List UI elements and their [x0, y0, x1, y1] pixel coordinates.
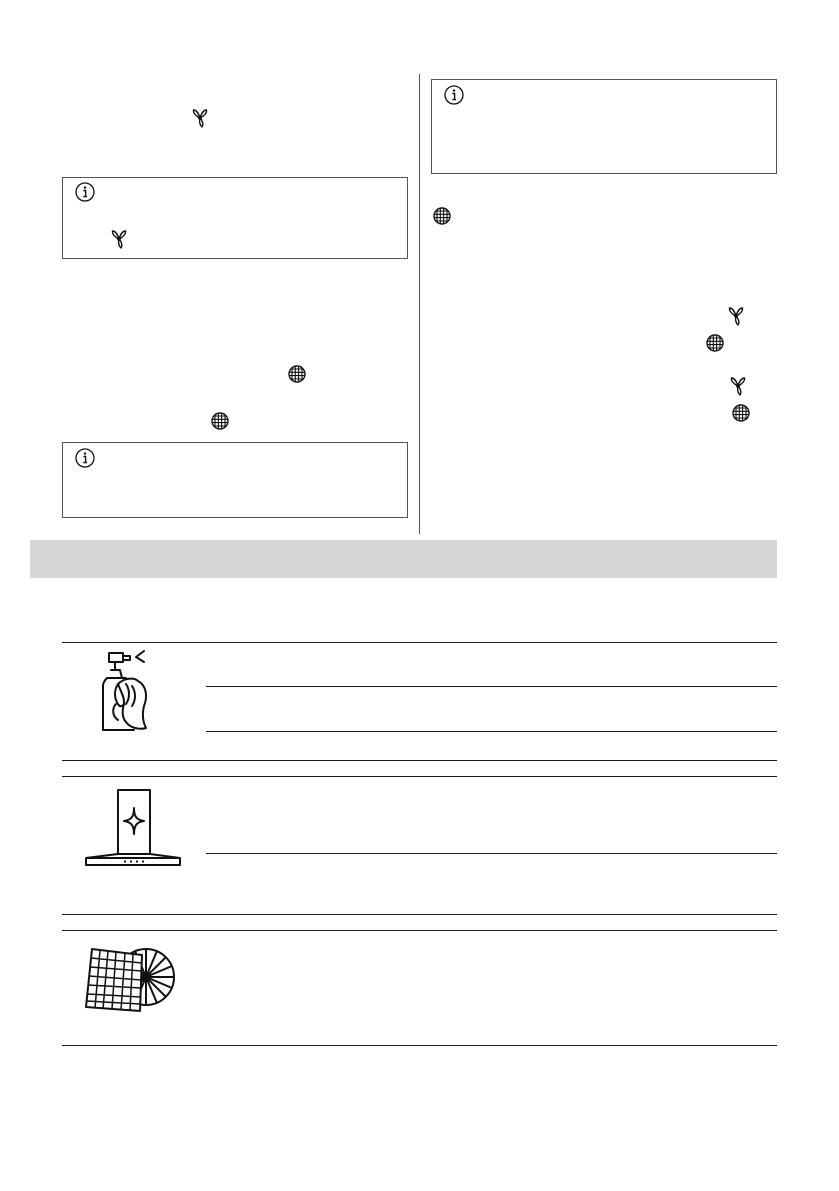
fan-icon	[726, 305, 746, 327]
fan-icon	[109, 228, 129, 250]
table-row-rule	[62, 760, 777, 761]
grease-filter-icon	[288, 365, 306, 383]
info-icon	[444, 85, 464, 105]
column-divider	[419, 74, 420, 534]
info-note-box	[431, 79, 777, 174]
info-note-box	[62, 177, 408, 259]
filters-icon	[82, 937, 178, 1017]
table-row-rule	[62, 914, 777, 915]
table-row-rule	[62, 1045, 777, 1046]
table-row-top-rule	[62, 776, 777, 777]
info-icon	[75, 448, 95, 468]
cleaning-spray-icon	[94, 648, 160, 734]
grease-filter-icon	[732, 404, 750, 422]
info-note-box	[62, 442, 408, 518]
fan-icon	[728, 375, 748, 397]
table-row-top-rule	[62, 930, 777, 931]
section-heading-bar	[30, 540, 777, 578]
grease-filter-icon	[706, 334, 724, 352]
table-row-top-rule	[62, 642, 777, 643]
fan-icon	[190, 107, 210, 129]
cooker-hood-icon	[82, 788, 182, 866]
table-subrow-rule	[206, 853, 777, 854]
grease-filter-icon	[433, 207, 451, 225]
info-icon	[75, 182, 95, 202]
grease-filter-icon	[211, 412, 229, 430]
table-subrow-rule	[206, 686, 777, 687]
table-subrow-rule	[206, 731, 777, 732]
